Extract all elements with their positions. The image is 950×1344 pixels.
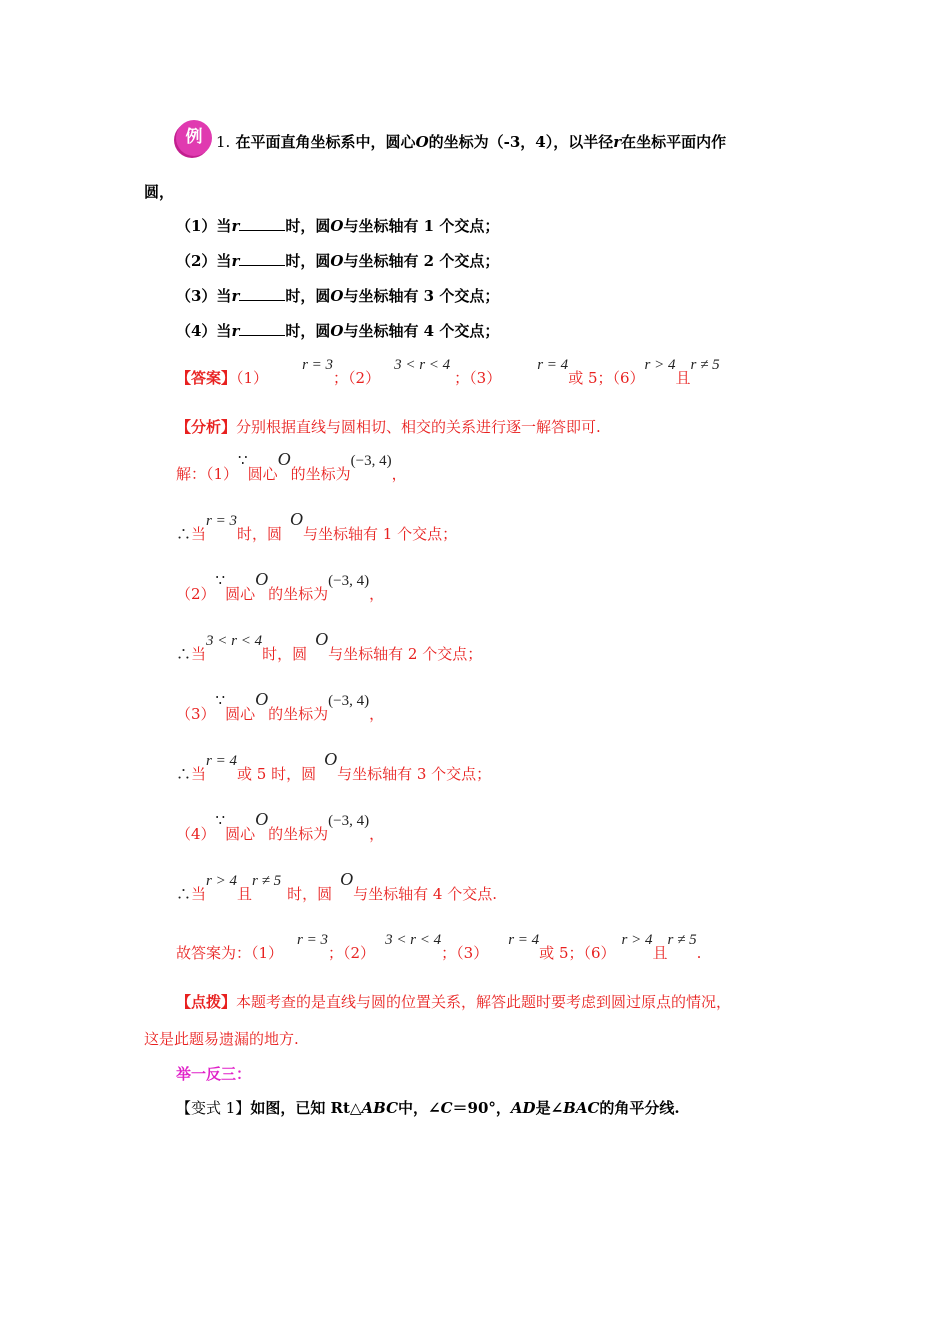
answer-blank bbox=[239, 286, 285, 301]
stem-part: 在坐标平面内作 bbox=[621, 133, 727, 151]
solution-line-4: ∴当3 < r < 4时，圆O与坐标轴有 2 个交点； bbox=[176, 629, 483, 663]
example-number: 1. bbox=[216, 133, 231, 151]
question-3: （3）当r 时，圆O与坐标轴有 3 个交点； bbox=[176, 287, 500, 305]
answer-label: 【答案】 bbox=[176, 369, 237, 387]
solution-line-3: （2）∵圆心O的坐标为(−3, 4)， bbox=[176, 569, 385, 603]
stem-part: 的坐标为（-3，4），以半径 bbox=[428, 133, 614, 151]
solution-line-7: （4）∵圆心O的坐标为(−3, 4)， bbox=[176, 809, 385, 843]
tip-line-2: 这是此题易遗漏的地方. bbox=[144, 1030, 299, 1048]
solution-line-8: ∴当r > 4且r ≠ 5时，圆O与坐标轴有 4 个交点. bbox=[176, 869, 497, 903]
stem-r: r bbox=[613, 133, 622, 151]
answer-blank bbox=[239, 321, 285, 336]
stem-o: O bbox=[415, 133, 429, 151]
tip-line-1: 【点拨】本题考查的是直线与圆的位置关系，解答此题时要考虑到圆过原点的情况， bbox=[176, 993, 732, 1011]
example-badge-icon: 例 bbox=[176, 120, 212, 156]
final-answer-line: 故答案为：（1）r = 3；（2）3 < r < 4；（3）r = 4或 5；（6）r > 4且r ≠ 5. bbox=[176, 932, 702, 962]
analysis-line: 【分析】分别根据直线与圆相切、相交的关系进行逐一解答即可. bbox=[176, 418, 601, 436]
example-stem bbox=[216, 132, 726, 152]
solution-line-1: 解：（1）∵圆心O的坐标为(−3, 4)， bbox=[176, 449, 407, 483]
solution-line-6: ∴当r = 4或 5 时，圆O与坐标轴有 3 个交点； bbox=[176, 749, 492, 783]
variant-1: 【变式 1】如图，已知 Rt△ABC中，∠C＝90°，AD是∠BAC的角平分线. bbox=[176, 1099, 680, 1117]
question-1: （1）当r 时，圆O与坐标轴有 1 个交点； bbox=[176, 217, 500, 235]
answer-blank bbox=[239, 251, 285, 266]
example-stem-wrap: 圆， bbox=[144, 183, 175, 201]
answer-blank bbox=[239, 216, 285, 231]
answer-line: 【答案】（1）r = 3；（2）3 < r < 4；（3）r = 4或 5；（6）r > 4且r ≠ 5 bbox=[176, 357, 720, 387]
solution-line-2: ∴当r = 3时，圆O与坐标轴有 1 个交点； bbox=[176, 509, 458, 543]
question-2: （2）当r 时，圆O与坐标轴有 2 个交点； bbox=[176, 252, 500, 270]
question-4: （4）当r 时，圆O与坐标轴有 4 个交点； bbox=[176, 322, 500, 340]
solution-line-5: （3）∵圆心O的坐标为(−3, 4)， bbox=[176, 689, 385, 723]
practice-title: 举一反三： bbox=[176, 1065, 252, 1083]
stem-part: 在平面直角坐标系中，圆心 bbox=[235, 133, 416, 151]
